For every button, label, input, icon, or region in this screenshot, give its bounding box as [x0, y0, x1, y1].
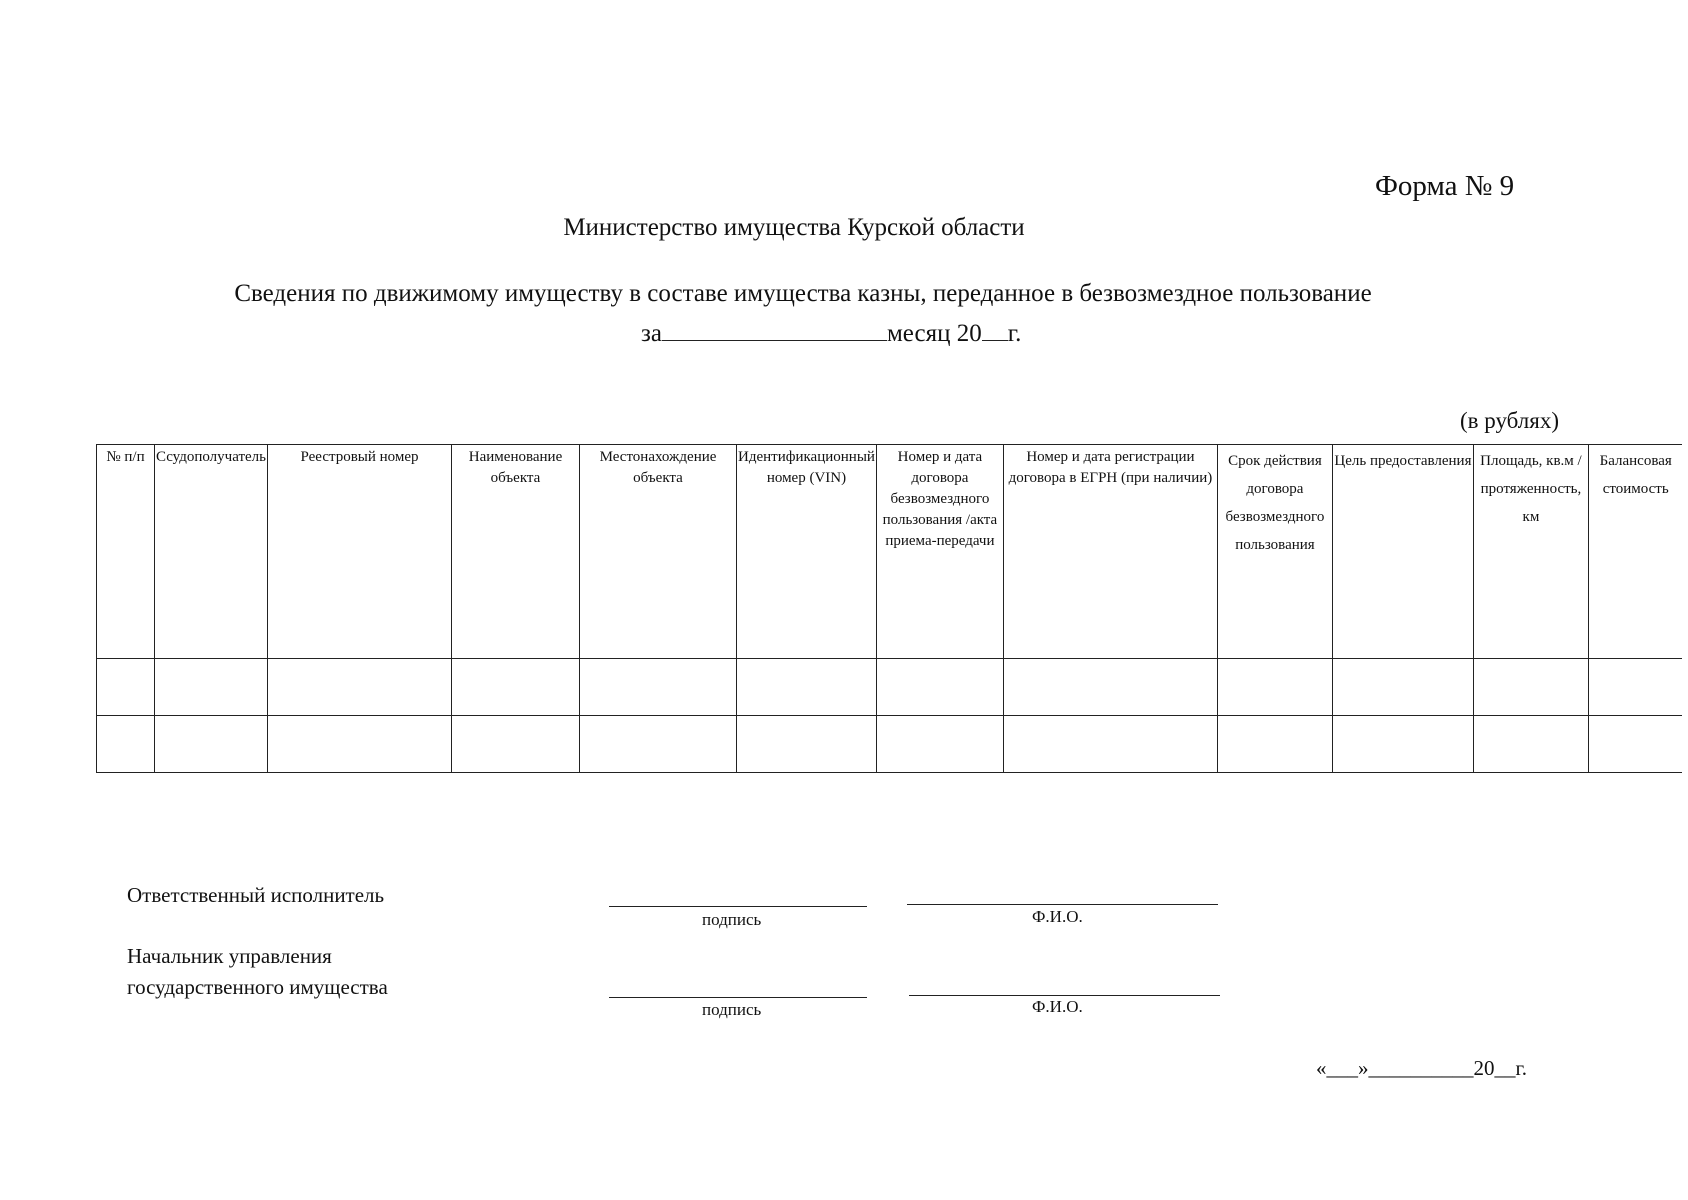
column-header: Площадь, кв.м / протяженность, км	[1473, 445, 1588, 659]
table-cell[interactable]	[1217, 716, 1332, 773]
column-header: Балансовая стоимость	[1588, 445, 1682, 659]
table-cell[interactable]	[580, 716, 737, 773]
table-header-row	[97, 445, 1683, 659]
table-cell[interactable]	[155, 659, 268, 716]
column-header: Реестровый номер	[268, 445, 452, 659]
column-header: № п/п	[97, 445, 155, 659]
table-cell[interactable]	[1332, 659, 1473, 716]
head-name-line[interactable]	[909, 995, 1220, 996]
head-signature-line[interactable]	[609, 997, 867, 998]
executor-name-caption: Ф.И.О.	[1032, 907, 1083, 926]
table-cell[interactable]	[737, 659, 877, 716]
property-table	[96, 444, 1682, 773]
table-cell[interactable]	[876, 716, 1003, 773]
table-cell[interactable]	[876, 659, 1003, 716]
table-cell[interactable]	[580, 659, 737, 716]
period-suffix: г.	[1007, 320, 1022, 347]
table-cell[interactable]	[97, 659, 155, 716]
table-cell[interactable]	[1473, 716, 1588, 773]
ministry-name: Министерство имущества Курской области	[563, 214, 1025, 241]
column-header: Ссудополучатель	[155, 445, 268, 659]
table-cell[interactable]	[1003, 716, 1217, 773]
table-cell[interactable]	[737, 716, 877, 773]
head-label-line2: государственного имущества	[127, 975, 388, 999]
table-row	[97, 659, 1683, 716]
column-header: Номер и дата договора безвозмездного пользования /акта приема-передачи	[876, 445, 1003, 659]
period-prefix: за	[641, 320, 662, 347]
table-cell[interactable]	[1473, 659, 1588, 716]
executor-signature-line[interactable]	[609, 906, 867, 907]
column-header: Цель предоставления	[1332, 445, 1473, 659]
table-cell[interactable]	[452, 659, 580, 716]
date-line: «___»__________20__г.	[1316, 1056, 1527, 1080]
units-label: (в рублях)	[1460, 408, 1560, 433]
table-cell[interactable]	[452, 716, 580, 773]
table-row	[97, 716, 1683, 773]
table-cell[interactable]	[1588, 716, 1682, 773]
table-cell[interactable]	[97, 716, 155, 773]
head-name-caption: Ф.И.О.	[1032, 997, 1083, 1016]
column-header: Срок действия договора безвозмездного пользования	[1217, 445, 1332, 659]
table-cell[interactable]	[1003, 659, 1217, 716]
table-cell[interactable]	[268, 659, 452, 716]
document-title: Сведения по движимому имуществу в составе имущества казны, переданное в безвозмездное пользование	[234, 280, 1372, 307]
column-header: Номер и дата регистрации договора в ЕГРН (при наличии)	[1003, 445, 1217, 659]
executor-signature-caption: подпись	[702, 910, 762, 929]
head-signature-caption: подпись	[702, 1000, 762, 1019]
column-header: Местонахождение объекта	[580, 445, 737, 659]
year-blank	[982, 318, 1008, 341]
period-middle: месяц 20	[886, 320, 982, 347]
form-number: Форма № 9	[1375, 170, 1515, 202]
table-cell[interactable]	[1588, 659, 1682, 716]
executor-name-line[interactable]	[907, 904, 1218, 905]
column-header: Наименование объекта	[452, 445, 580, 659]
month-blank	[662, 318, 887, 341]
table-cell[interactable]	[1332, 716, 1473, 773]
table-cell[interactable]	[1217, 659, 1332, 716]
reporting-period	[641, 318, 1021, 348]
table-cell[interactable]	[155, 716, 268, 773]
column-header: Идентификационный номер (VIN)	[737, 445, 877, 659]
table-cell[interactable]	[268, 716, 452, 773]
executor-label: Ответственный исполнитель	[127, 883, 385, 907]
head-label-line1: Начальник управления	[127, 944, 332, 968]
